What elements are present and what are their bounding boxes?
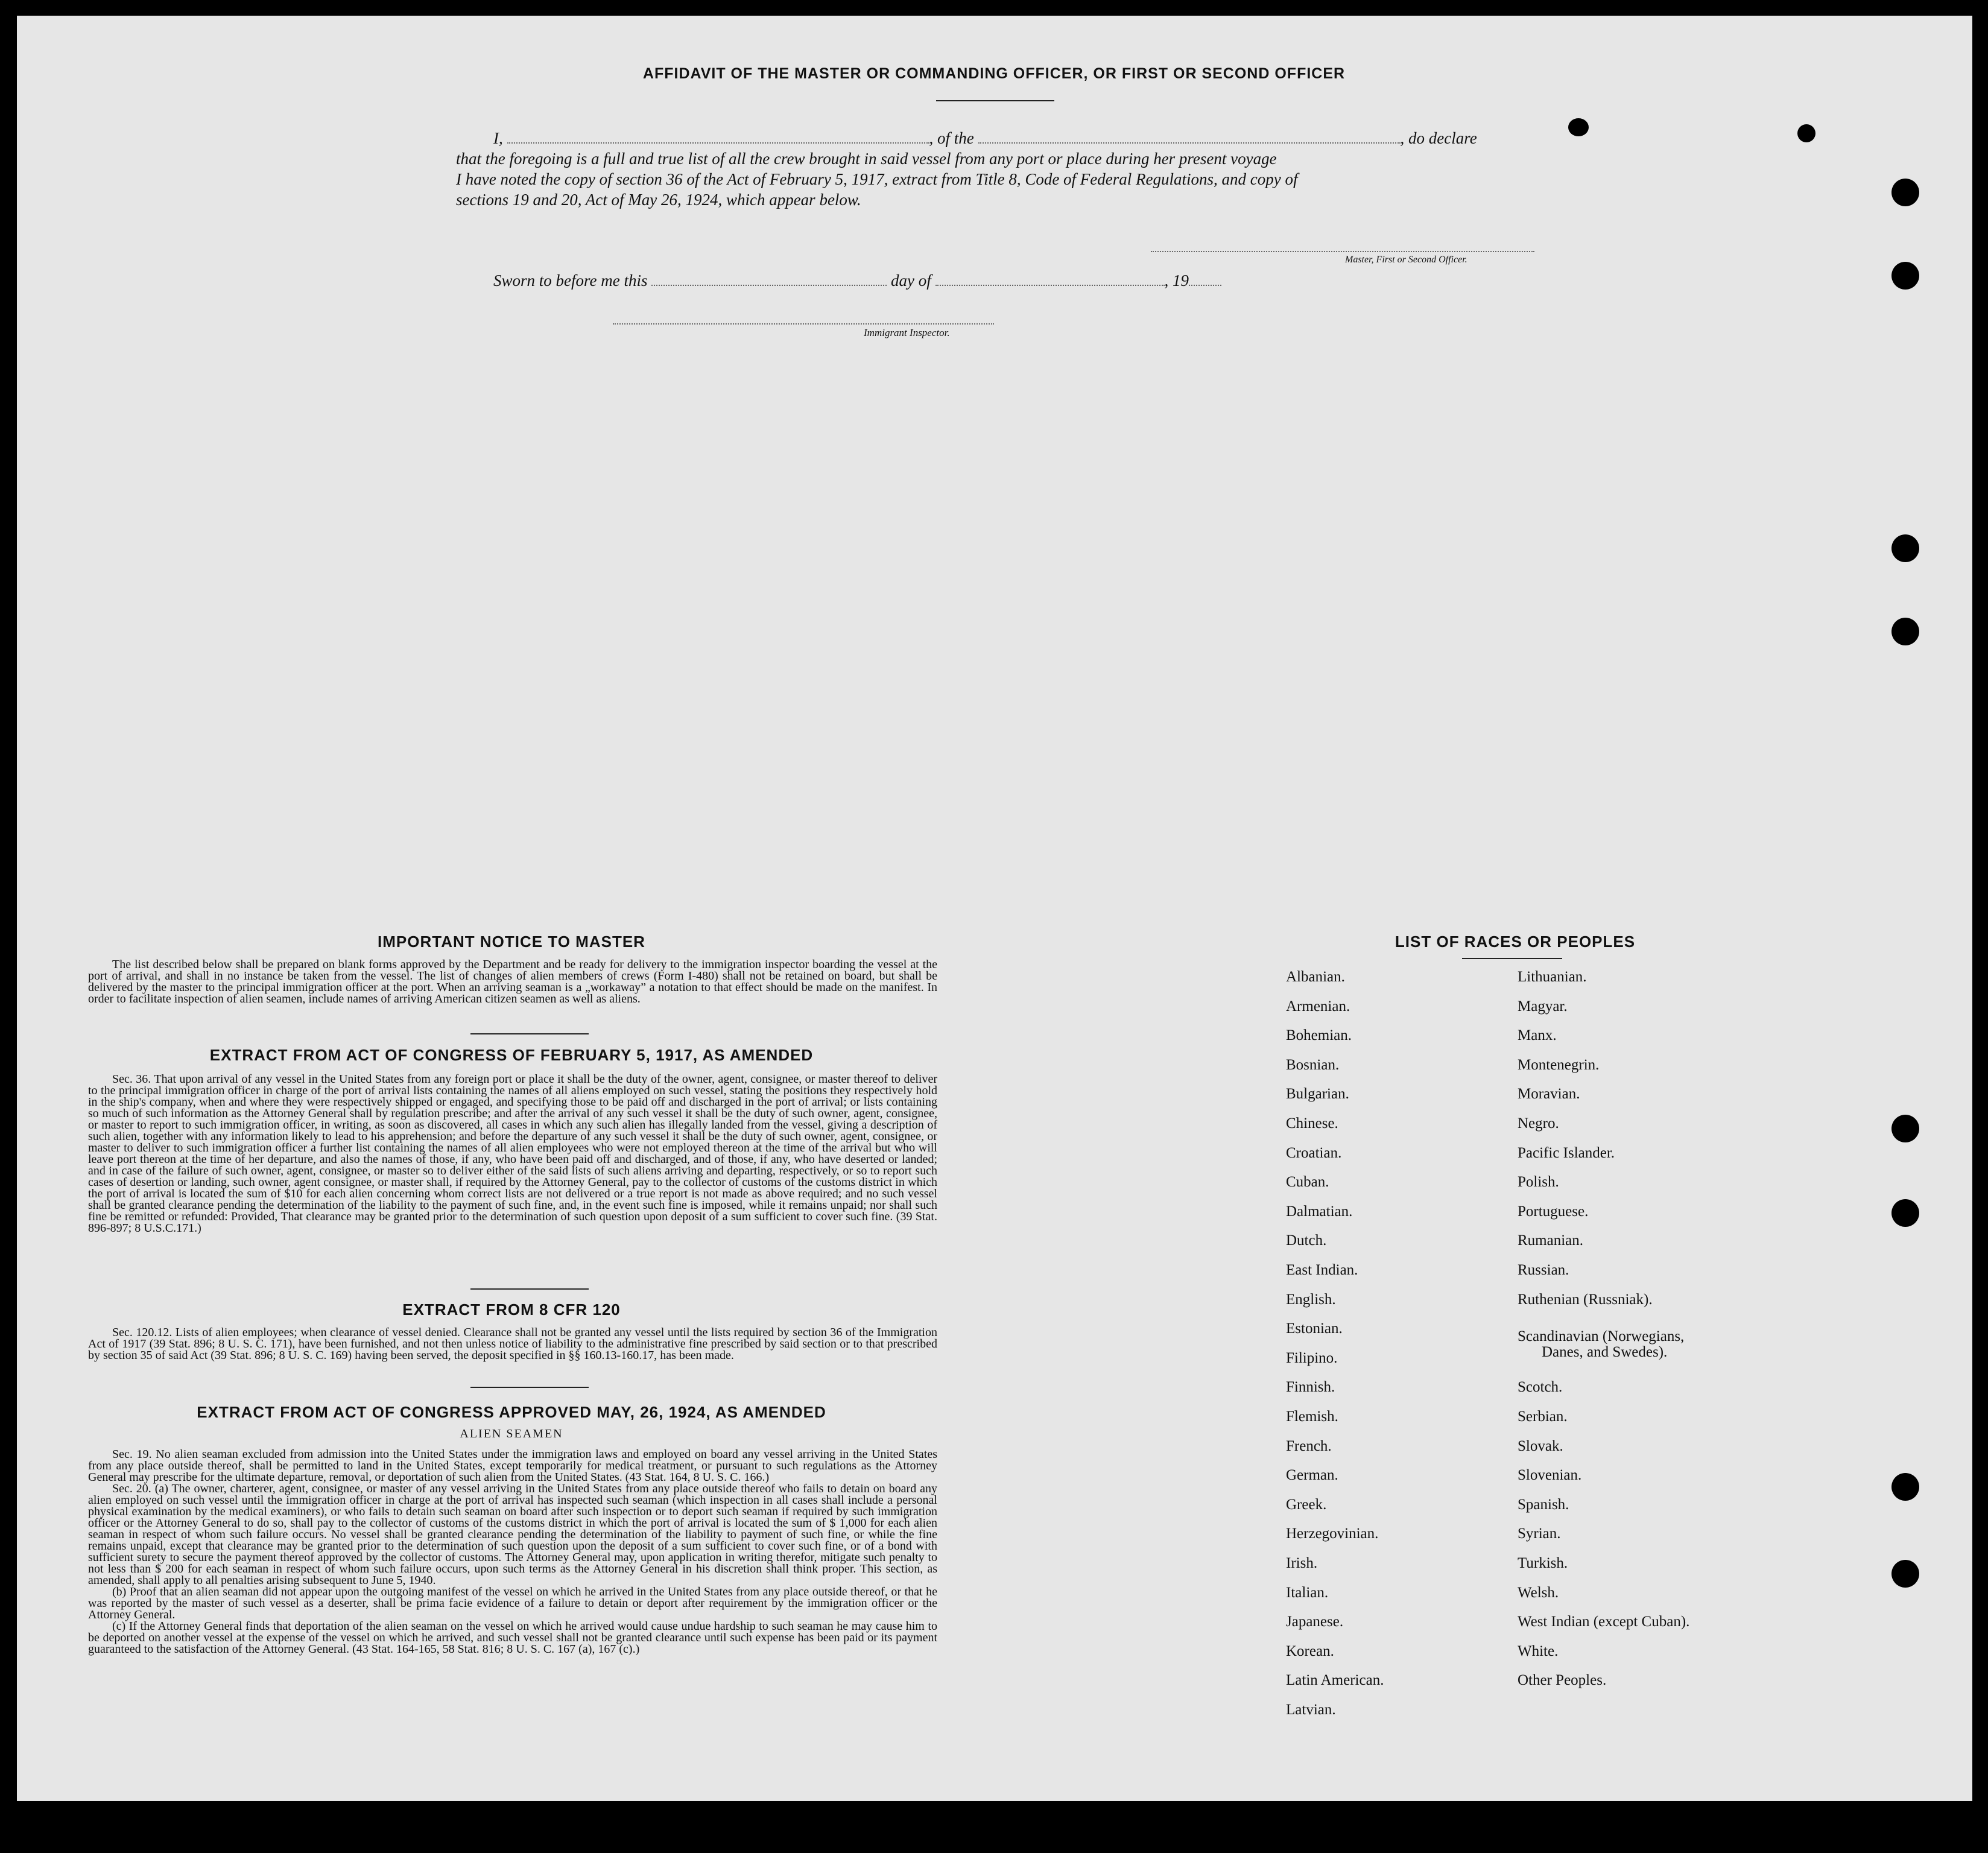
race-item: Polish. <box>1518 1174 1559 1190</box>
races-right-column <box>1518 969 1807 1729</box>
punch-hole <box>1891 1199 1919 1227</box>
extract-1924-title: EXTRACT FROM ACT OF CONGRESS APPROVED MAY, 26, 1924, AS AMENDED <box>197 1403 826 1421</box>
punch-hole <box>1891 1473 1919 1501</box>
year-label: , 19 <box>1164 271 1189 290</box>
ink-blot <box>1568 118 1589 136</box>
race-item: Filipino. <box>1286 1350 1338 1366</box>
punch-hole <box>1891 618 1919 645</box>
race-item: Negro. <box>1518 1115 1559 1132</box>
race-item: Albanian. <box>1286 969 1345 985</box>
punch-hole <box>1891 1560 1919 1588</box>
race-item: Magyar. <box>1518 998 1568 1015</box>
race-item: English. <box>1286 1291 1336 1308</box>
section-divider <box>470 1288 589 1290</box>
race-item: West Indian (except Cuban). <box>1518 1614 1690 1630</box>
race-item: Finnish. <box>1286 1379 1335 1395</box>
race-item: Bosnian. <box>1286 1057 1340 1073</box>
sworn-date-field[interactable] <box>651 285 887 286</box>
extract-cfr-text <box>88 1327 937 1361</box>
declarant-label: I, <box>493 129 503 147</box>
title-underline <box>936 100 1054 101</box>
race-item: Pacific Islander. <box>1518 1145 1615 1161</box>
race-item: Dutch. <box>1286 1232 1327 1249</box>
race-item: Ruthenian (Russniak). <box>1518 1291 1653 1308</box>
race-item: Bulgarian. <box>1286 1086 1349 1102</box>
race-item: German. <box>1286 1467 1338 1483</box>
race-item: Greek. <box>1286 1497 1327 1513</box>
races-left-column <box>1286 969 1503 1729</box>
notice-text <box>88 959 937 1005</box>
declaration-line: sections 19 and 20, Act of May 26, 1924, which appear below. <box>456 191 861 209</box>
sworn-line <box>493 271 1221 290</box>
declare-label: , do declare <box>1400 129 1477 147</box>
sec-19-paragraph: Sec. 19. No alien seaman excluded from admission into the United States under the immigration laws and employed on board any vessel arriving in the United States from any place outside thereof, shall be permitted to land in the United States, except temporarily for medical treatment, or pursuant to such regulations as the Attorney General may prescribe for the ultimate departure, removal, or deportation of such alien from the United States. (43 Stat. 164, 8 U. S. C. 166.) <box>88 1448 937 1484</box>
punch-hole <box>1891 179 1919 206</box>
sworn-label: Sworn to before me this <box>493 271 648 290</box>
punch-hole <box>1891 534 1919 562</box>
extract-1924-text <box>88 1449 937 1655</box>
inspector-caption: Immigrant Inspector. <box>864 327 950 338</box>
race-item: Scandinavian (Norwegians, <box>1518 1328 1685 1345</box>
master-signature-caption: Master, First or Second Officer. <box>1345 255 1467 265</box>
punch-hole <box>1891 262 1919 290</box>
extract-1917-title: EXTRACT FROM ACT OF CONGRESS OF FEBRUARY 5, 1917, AS AMENDED <box>209 1046 814 1064</box>
vessel-name-field[interactable] <box>978 142 1401 144</box>
race-item: White. <box>1518 1643 1559 1659</box>
race-item: Cuban. <box>1286 1174 1329 1190</box>
race-item: Bohemian. <box>1286 1027 1352 1044</box>
section-divider <box>470 1387 589 1388</box>
race-item: Welsh. <box>1518 1585 1559 1601</box>
race-item: Russian. <box>1518 1262 1569 1278</box>
sec-20a-paragraph: Sec. 20. (a) The owner, charterer, agent, consignee, or master of any vessel arriving in the United States from any place outside thereof who fails to detain on board any alien employed on such vessel until the immigration officer in charge at the port of arrival has inspected such seaman (which inspection in all cases shall include a personal physical examination by the medical examiners), or who fails to detain such seaman on board after such inspection or to deport such seaman if required by such immigration officer or the Attorney General to do so, shall pay to the collector of customs of the customs district in which the port of arrival is located the sum of $ 1,000 for each alien seaman in respect of whom such failure occurs. No vessel shall be granted clearance pending the determination of the liability to payment of such fine, or while the fine remains unpaid, except that clearance may be granted prior to the determination of such question upon the deposit of a sum sufficient to cover such fine, or of a bond with sufficient surety to secure the payment thereof approved by the collector of customs. The Attorney General may, upon application in writing therefor, mitigate such penalty to not less than $ 200 for each seaman in respect of whom such failure occurs, upon such terms as the Attorney General in his discretion shall think proper. This section, as amended, shall apply to all penalties arising subsequent to June 5, 1940. <box>88 1482 937 1587</box>
month-field[interactable] <box>935 285 1165 286</box>
race-item: Dalmatian. <box>1286 1203 1353 1220</box>
race-item: Italian. <box>1286 1585 1329 1601</box>
race-item: Moravian. <box>1518 1086 1580 1102</box>
race-item: Latin American. <box>1286 1672 1384 1688</box>
race-item: East Indian. <box>1286 1262 1358 1278</box>
race-item: Lithuanian. <box>1518 969 1587 985</box>
race-item: Slovenian. <box>1518 1467 1582 1483</box>
sec-36-paragraph: Sec. 36. That upon arrival of any vessel in the United States from any foreign port or place it shall be the duty of the owner, agent, consignee, or master thereof to deliver to the principal immigration officer in charge of the port of arrival lists containing the names of all aliens employed on such vessel, stating the positions they respectively hold in the ship's company, when and where they were respectively shipped or engaged, and specifying those to be paid off and discharged in the port of arrival; or lists containing so much of such information as the Attorney General shall by regulation prescribe; and after the arrival of any such vessel it shall be the duty of such owner, agent, consignee, or master to report to such immigration officer, in writing, as soon as discovered, all cases in which any such alien has illegally landed from the vessel, giving a description of such alien, together with any information likely to lead to his apprehension; and before the departure of any such vessel it shall be the duty of such owner, agent, consignee, or master to deliver to such immigration officer a further list containing the names of all alien employees who were not employed thereon at the time of the arrival but who will leave port thereon at the time of her departure, and also the names of those, if any, who have been paid off and discharged, and of those, if any, who have deserted or landed; and in case of the failure of such owner, agent, consignee, or master so to deliver either of the said lists of such aliens arriving and departing, respectively, or so to report such cases of desertion or landing, such owner, agent consignee, or master shall, if required by the Attorney General, pay to the collector of customs of the customs district in which the port of arrival is located the sum of $10 for each alien concerning whom correct lists are not delivered or a true report is not made as above required; and no such vessel shall be granted clearance pending the determination of the liability to the payment of such fine, and, in the event such fine is imposed, while it remains unpaid; nor shall such fine be remitted or refunded: Provided, That clearance may be granted prior to the determination of such question upon deposit of a sum sufficient to cover such fine. (39 Stat. 896-897; 8 U.S.C.171.) <box>88 1072 937 1235</box>
race-item: Rumanian. <box>1518 1232 1584 1249</box>
race-item: Portuguese. <box>1518 1203 1589 1220</box>
race-item: Armenian. <box>1286 998 1350 1015</box>
extract-cfr-title: EXTRACT FROM 8 CFR 120 <box>402 1300 621 1319</box>
race-item: Danes, and Swedes). <box>1542 1344 1668 1360</box>
punch-hole <box>1891 1115 1919 1142</box>
race-item: Irish. <box>1286 1555 1318 1571</box>
race-item: Estonian. <box>1286 1320 1343 1337</box>
race-item: Slovak. <box>1518 1438 1563 1454</box>
race-item: Syrian. <box>1518 1525 1561 1542</box>
race-item: Herzegovinian. <box>1286 1525 1379 1542</box>
affidavit-declaration <box>456 128 1538 210</box>
race-item: Serbian. <box>1518 1408 1568 1425</box>
race-item: Other Peoples. <box>1518 1672 1607 1688</box>
race-item: Korean. <box>1286 1643 1334 1659</box>
race-item: Scotch. <box>1518 1379 1563 1395</box>
year-field[interactable] <box>1189 285 1221 286</box>
ink-blot <box>1797 124 1815 142</box>
race-item: Flemish. <box>1286 1408 1338 1425</box>
race-item: Manx. <box>1518 1027 1557 1044</box>
sec-20c-paragraph: (c) If the Attorney General finds that deportation of the alien seaman on the vessel on which he arrived would cause undue hardship to such seaman he may cause him to be deported on another vessel at the expense of the vessel on which he arrived, and such vessel shall not be granted clearance until such expense has been paid or its payment guaranteed to the satisfaction of the Attorney General. (43 Stat. 164-165, 58 Stat. 816; 8 U. S. C. 167 (a), 167 (c).) <box>88 1620 937 1656</box>
race-item: Turkish. <box>1518 1555 1568 1571</box>
race-item: Croatian. <box>1286 1145 1342 1161</box>
race-item: Montenegrin. <box>1518 1057 1600 1073</box>
notice-title: IMPORTANT NOTICE TO MASTER <box>378 933 645 951</box>
inspector-signature-field[interactable] <box>613 314 994 325</box>
of-the-label: , of the <box>929 129 974 147</box>
sec-20b-paragraph: (b) Proof that an alien seaman did not appear upon the outgoing manifest of the vessel on which he arrived in the United States from any place outside thereof, or that he was reported by the master of such vessel as a deserter, shall be prima facie evidence of a failure to detain or deport after requirement by the immigration officer or the Attorney General. <box>88 1585 937 1621</box>
notice-paragraph: The list described below shall be prepared on blank forms approved by the Department and be ready for delivery to the immigration inspector boarding the vessel at the port of arrival, and shall in no instance be taken from the vessel. The list of changes of alien members of crews (Form I-480) shall not be retained on board, but shall be delivered by the master to the principal immigration officer at the port. When an arriving seaman is a „workaway” a notation to that effect should be made on the manifest. In order to facilitate inspection of alien seamen, include names of arriving American citizen seamen as well as aliens. <box>88 958 937 1006</box>
declaration-line: I have noted the copy of section 36 of the Act of February 5, 1917, extract from Title 8, Code of Federal Regulations, and copy of <box>456 170 1298 188</box>
declaration-line: that the foregoing is a full and true list of all the crew brought in said vessel from any port or place during her present voyage <box>456 150 1277 168</box>
race-item: Latvian. <box>1286 1702 1336 1718</box>
declarant-name-field[interactable] <box>507 142 929 144</box>
race-item: Spanish. <box>1518 1497 1569 1513</box>
alien-seamen-subtitle: ALIEN SEAMEN <box>460 1427 563 1440</box>
race-item: Japanese. <box>1286 1614 1344 1630</box>
day-of-label: day of <box>891 271 931 290</box>
races-title: LIST OF RACES OR PEOPLES <box>1394 933 1636 951</box>
master-signature-field[interactable] <box>1151 241 1534 252</box>
section-divider <box>470 1033 589 1034</box>
affidavit-title: AFFIDAVIT OF THE MASTER OR COMMANDING OFFICER, OR FIRST OR SECOND OFFICER <box>642 65 1346 82</box>
race-item: Chinese. <box>1286 1115 1338 1132</box>
sec-120-12-paragraph: Sec. 120.12. Lists of alien employees; when clearance of vessel denied. Clearance shall not be granted any vessel until the lists required by section 36 of the Immigration Act of 1917 (39 Stat. 896; 8 U. S. C. 171), have been furnished, and not then unless notice of liability to the administrative fine prescribed by said section or to that prescribed by section 35 of said Act (39 Stat. 896; 8 U. S. C. 169) having been served, the deposit specified in §§ 160.13-160.17, has been made. <box>88 1326 937 1362</box>
race-item: French. <box>1286 1438 1332 1454</box>
extract-1917-text <box>88 1074 937 1234</box>
races-title-underline <box>1462 958 1562 959</box>
